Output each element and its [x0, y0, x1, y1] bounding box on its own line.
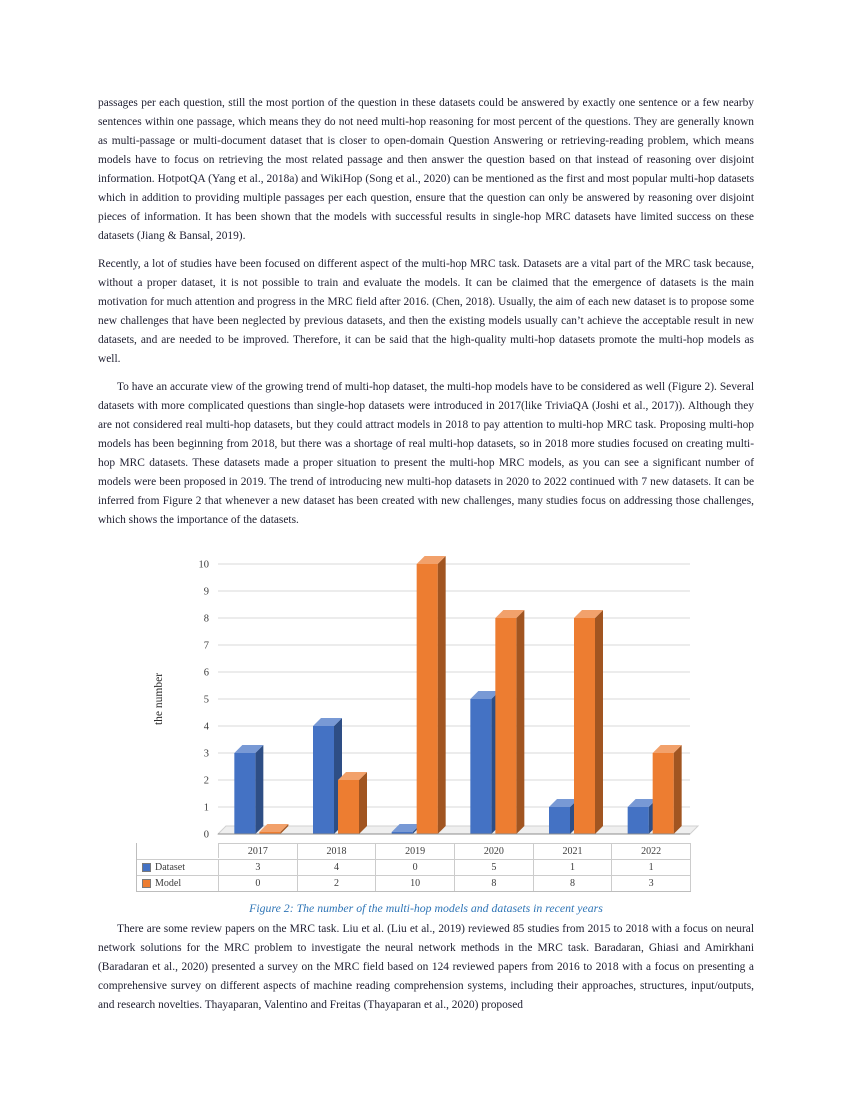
bar-dataset-2021 [549, 799, 578, 834]
series-name: Model [155, 878, 182, 889]
svg-text:1: 1 [203, 802, 209, 814]
svg-text:10: 10 [198, 559, 209, 571]
figure-caption: Figure 2: The number of the multi-hop models and datasets in recent years [249, 901, 603, 915]
svg-text:2: 2 [203, 775, 209, 787]
bar-model-2020 [495, 610, 524, 834]
value-cell: 1 [534, 859, 613, 875]
bar-model-2021 [574, 610, 603, 834]
value-cell: 0 [376, 859, 455, 875]
chart-data-table [136, 843, 691, 892]
chart-plot-area [136, 542, 702, 838]
y-axis-ticks [199, 560, 210, 839]
category-cell: 2017 [219, 843, 298, 859]
series-name: Dataset [155, 862, 185, 873]
value-cell: 2 [298, 875, 377, 891]
bar-chart [136, 542, 702, 892]
legend-key-dataset [137, 859, 219, 875]
value-cell: 0 [219, 875, 298, 891]
category-cell: 2020 [455, 843, 534, 859]
category-cell: 2021 [534, 843, 613, 859]
table-corner-cell [137, 843, 219, 858]
value-cell: 5 [455, 859, 534, 875]
paragraph-2: Recently, a lot of studies have been focused on different aspect of the multi-hop MRC task. Datasets are a vital part of the MRC task because, without a proper dataset, it is not possible to train and evaluate the models. It can be claimed that the emergence of datasets is the main motivation for much attention and progress in the MRC field after 2016. (Chen, 2018). Usually, the aim of each new dataset is to propose some new challenges that have been neglected by previous datasets, and then the existing models usually can’t achieve the acceptable result in new datasets, and are needed to be improved. Therefore, it can be said that the high-quality multi-hop datasets promote the multi-hop models as well. [98, 258, 754, 365]
bar-dataset-2018 [313, 718, 342, 834]
bar-model-2022 [653, 745, 682, 834]
value-cell: 3 [219, 859, 298, 875]
y-axis-label: the number [153, 672, 165, 726]
svg-text:8: 8 [203, 613, 209, 625]
svg-text:0: 0 [203, 829, 209, 838]
legend-swatch-model [142, 879, 151, 888]
value-cell: 8 [455, 875, 534, 891]
bar-model-2018 [338, 772, 367, 834]
svg-text:6: 6 [203, 667, 209, 679]
value-cell: 8 [534, 875, 613, 891]
category-cell: 2019 [376, 843, 455, 859]
page-content [98, 94, 754, 1024]
gridlines [218, 564, 690, 807]
paragraph-4: There are some review papers on the MRC task. Liu et al. (Liu et al., 2019) reviewed 85 studies from 2015 to 2018 with a focus on neural network solutions for the MRC problem to investigate the neural network methods in the MRC task. Baradaran, Ghiasi and Amirkhani (Baradaran et al., 2020) presented a survey on the MRC field based on 124 reviewed papers from 2016 to 2018 with a focus on presenting a comprehensive survey on different aspects of machine reading comprehension systems, including their approaches, structures, input/outputs, and research novelties. Thayaparan, Valentino and Freitas (Thayaparan et al., 2020) proposed [98, 923, 754, 1011]
svg-text:4: 4 [203, 721, 209, 733]
category-cell: 2018 [298, 843, 377, 859]
svg-text:3: 3 [203, 748, 209, 760]
chart-floor [218, 826, 698, 834]
legend-key-model [137, 875, 219, 891]
value-cell: 3 [612, 875, 691, 891]
bar-dataset-2020 [470, 691, 499, 834]
legend-swatch-dataset [142, 863, 151, 872]
bars [234, 556, 681, 834]
svg-text:9: 9 [203, 586, 209, 598]
value-cell: 4 [298, 859, 377, 875]
value-cell: 1 [612, 859, 691, 875]
svg-text:5: 5 [203, 694, 209, 706]
bar-dataset-2022 [628, 799, 657, 834]
category-cell: 2022 [612, 843, 691, 859]
bar-model-2019 [417, 556, 446, 834]
paragraph-3: To have an accurate view of the growing trend of multi-hop dataset, the multi-hop models have to be considered as well (Figure 2). Several datasets with more complicated questions than single-hop datasets were introduced in 2017(like TriviaQA (Joshi et al., 2017)). Although they are not considered real multi-hop datasets, but they could attract models in 2018 to pay attention to multi-hop MRC task. Proposing multi-hop models has been beginning from 2018, but there was a shortage of real multi-hop datasets, so in 2018 more studies focused on creating multi-hop MRC datasets. These datasets made a proper situation to present the multi-hop MRC models, as you can see a significant number of models were been proposed in 2019. The trend of introducing new multi-hop datasets in 2020 to 2022 continued with 7 new datasets. It can be inferred from Figure 2 that whenever a new dataset has been created with new challenges, many studies focus on addressing those challenges, which shows the importance of the datasets. [98, 381, 754, 526]
figure-2 [98, 542, 754, 916]
value-cell: 10 [376, 875, 455, 891]
bar-dataset-2017 [234, 745, 263, 834]
svg-text:7: 7 [203, 640, 209, 652]
paragraph-1: passages per each question, still the most portion of the question in these datasets could be answered by exactly one sentence or a few nearby sentences within one passage, which means they do not need multi-hop reasoning for most percent of the questions. They are generally known as multi-passage or multi-document dataset that is closer to open-domain Question Answering or retrieving-reading problem, which means models have to focus on retrieving the most related passage and then answer the question based on that instead of reasoning over disjoint information. HotpotQA (Yang et al., 2018a) and WikiHop (Song et al., 2020) can be mentioned as the first and most popular multi-hop datasets which in addition to providing multiple passages per each question, ensure that the question can only be answered by reasoning over disjoint pieces of information. It has been shown that the models with successful results in single-hop MRC datasets have limited success on these datasets (Jiang & Bansal, 2019). [98, 97, 754, 242]
